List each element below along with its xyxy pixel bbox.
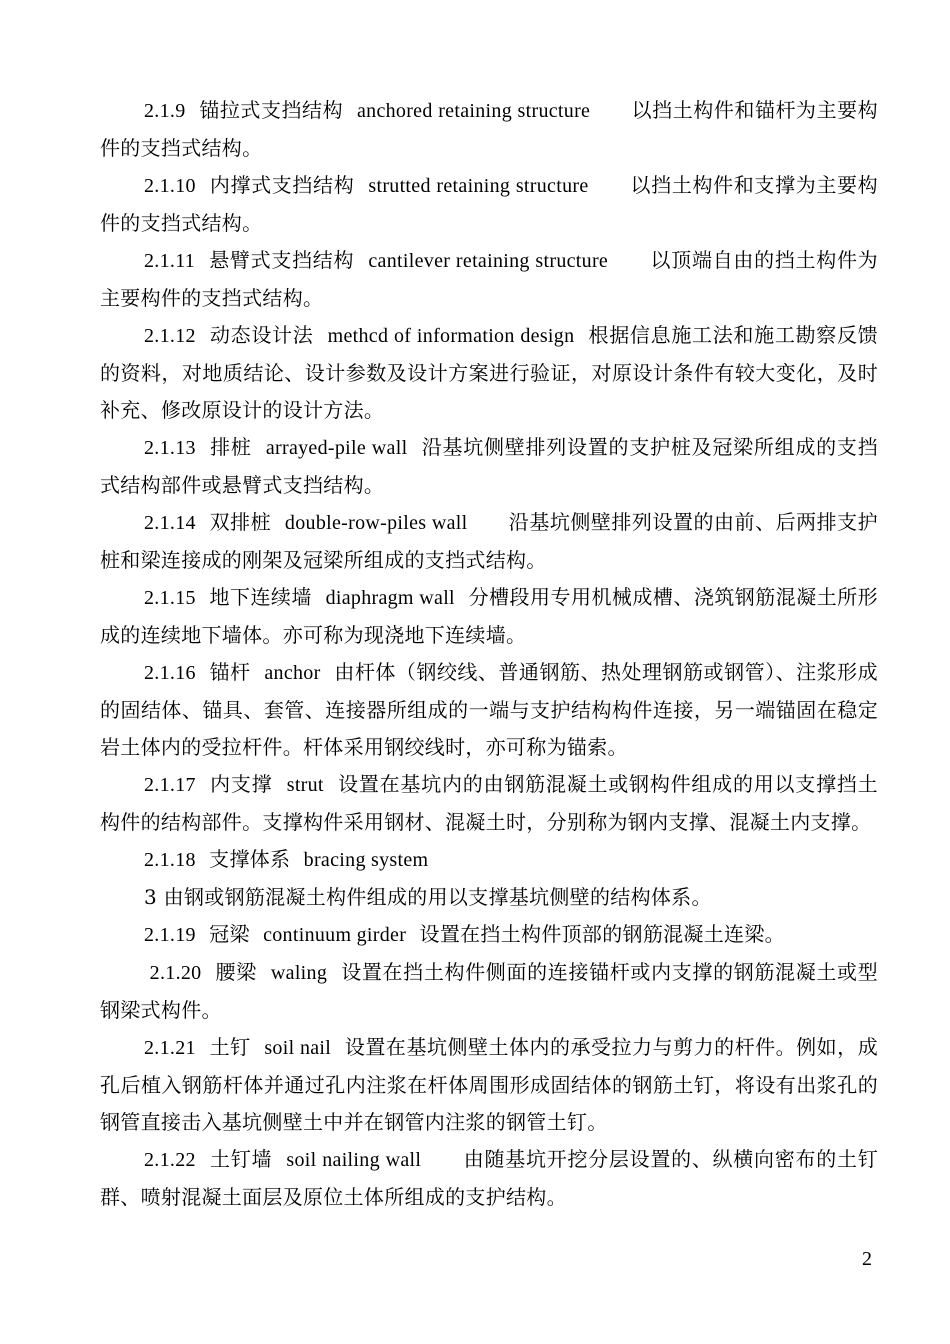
term-chinese: 双排桩: [209, 510, 272, 534]
term-chinese: 支撑体系: [209, 847, 291, 871]
term-definition: 根据信息施工法和施工勘察反馈的资料，对地质结论、设计参数及设计方案进行验证，对原设计条件有较大变化，及时补充、修改原设计的设计方法。: [100, 323, 878, 422]
definition-paragraph: [100, 167, 878, 242]
term-english: bracing system: [303, 849, 429, 871]
term-chinese: 排桩: [210, 435, 252, 459]
clause-number: 2.1.15: [144, 587, 196, 609]
term-english: continuum girder: [263, 924, 407, 946]
clause-number: 2.1.13: [144, 437, 196, 459]
term-chinese: 动态设计法: [209, 323, 314, 347]
term-chinese: 冠梁: [209, 922, 250, 946]
term-definition: 设置在基坑内的由钢筋混凝土或钢构件组成的用以支撑挡土构件的结构部件。支撑构件采用钢材、混凝土时，分别称为钢内支撑、混凝土内支撑。: [100, 772, 878, 834]
term-chinese: 内撑式支挡结构: [209, 173, 355, 197]
definition-paragraph: [100, 916, 878, 954]
clause-number: 2.1.17: [144, 774, 196, 796]
term-english: diaphragm wall: [325, 587, 455, 609]
definition-paragraph: [100, 654, 878, 766]
clause-number: 2.1.18: [144, 849, 196, 871]
clause-number: 2.1.22: [144, 1149, 196, 1171]
term-english: soil nail: [264, 1037, 332, 1059]
clause-number: 2.1.16: [144, 662, 196, 684]
term-definition: 设置在挡土构件顶部的钢筋混凝土连梁。: [419, 922, 785, 946]
page-number: 2: [862, 1248, 872, 1270]
term-definition: 沿基坑侧壁排列设置的由前、后两排支护桩和梁连接成的刚架及冠梁所组成的支挡式结构。: [100, 510, 878, 572]
clause-number: 2.1.10: [144, 175, 196, 197]
term-chinese: 土钉墙: [210, 1147, 273, 1171]
definition-paragraph: [100, 841, 878, 879]
term-chinese: 地下连续墙: [209, 585, 312, 609]
document-body: [100, 92, 878, 1272]
definition-paragraph: [100, 504, 878, 579]
term-definition: 以挡土构件和锚杆为主要构件的支挡式结构。: [100, 98, 878, 160]
clause-number: 2.1.20: [144, 962, 202, 984]
definition-paragraph: [100, 317, 878, 429]
term-english: double-row-piles wall: [284, 512, 468, 534]
clause-number: 2.1.9: [144, 100, 186, 122]
term-definition: 设置在基坑侧壁土体内的承受拉力与剪力的杆件。例如，成孔后植入钢筋杆体并通过孔内注浆在杆体周围形成固结体的钢筋土钉，将设有出浆孔的钢管直接击入基坑侧壁土中并在钢管内注浆的钢管土钉。: [100, 1035, 878, 1134]
definition-paragraph: [100, 242, 878, 317]
term-english: strutted retaining structure: [368, 175, 589, 197]
definition-paragraph: [100, 429, 878, 504]
term-english: strut: [286, 774, 324, 796]
definition-paragraph: [100, 92, 878, 167]
term-english: cantilever retaining structure: [368, 250, 609, 272]
term-definition: 3 由钢或钢筋混凝土构件组成的用以支撑基坑侧壁的结构体系。: [144, 885, 712, 909]
term-definition: 以挡土构件和支撑为主要构件的支挡式结构。: [100, 173, 878, 235]
term-chinese: 内支撑: [210, 772, 273, 796]
term-english: anchor: [264, 662, 321, 684]
clause-number: 2.1.14: [144, 512, 196, 534]
clause-number: 2.1.21: [144, 1037, 196, 1059]
term-chinese: 悬臂式支挡结构: [209, 248, 355, 272]
term-definition: 由杆体（钢绞线、普通钢筋、热处理钢筋或钢管）、注浆形成的固结体、锚具、套管、连接器所组成的一端与支护结构构件连接，另一端锚固在稳定岩土体内的受拉杆件。杆体采用钢绞线时，亦可称为锚索。: [100, 660, 878, 759]
term-chinese: 锚拉式支挡结构: [199, 98, 344, 122]
term-definition: 分槽段用专用机械成槽、浇筑钢筋混凝土所形成的连续地下墙体。亦可称为现浇地下连续墙。: [100, 585, 878, 647]
definition-paragraph: [100, 766, 878, 841]
term-definition: 沿基坑侧壁排列设置的支护桩及冠梁所组成的支挡式结构部件或悬臂式支挡结构。: [100, 435, 878, 497]
term-definition: 设置在挡土构件侧面的连接锚杆或内支撑的钢筋混凝土或型钢梁式构件。: [100, 960, 878, 1022]
term-english: anchored retaining structure: [356, 100, 591, 122]
term-english: soil nailing wall: [286, 1149, 422, 1171]
definition-paragraph: [100, 879, 878, 916]
definition-paragraph: [100, 1029, 878, 1141]
term-definition: 以顶端自由的挡土构件为主要构件的支挡式结构。: [100, 248, 878, 310]
term-chinese: 土钉: [209, 1035, 251, 1059]
clause-number: 2.1.12: [144, 325, 196, 347]
term-definition: 由随基坑开挖分层设置的、纵横向密布的土钉群、喷射混凝土面层及原位土体所组成的支护结构。: [100, 1147, 878, 1209]
definition-paragraph: [100, 579, 878, 654]
term-english: methcd of information design: [327, 325, 575, 347]
term-english: arrayed-pile wall: [265, 437, 408, 459]
definition-paragraph: [100, 1141, 878, 1216]
term-english: waling: [270, 962, 328, 984]
definition-paragraph: [100, 954, 878, 1029]
term-chinese: 腰梁: [215, 960, 257, 984]
clause-number: 2.1.11: [144, 250, 196, 272]
term-chinese: 锚杆: [209, 660, 251, 684]
clause-number: 2.1.19: [144, 924, 196, 946]
